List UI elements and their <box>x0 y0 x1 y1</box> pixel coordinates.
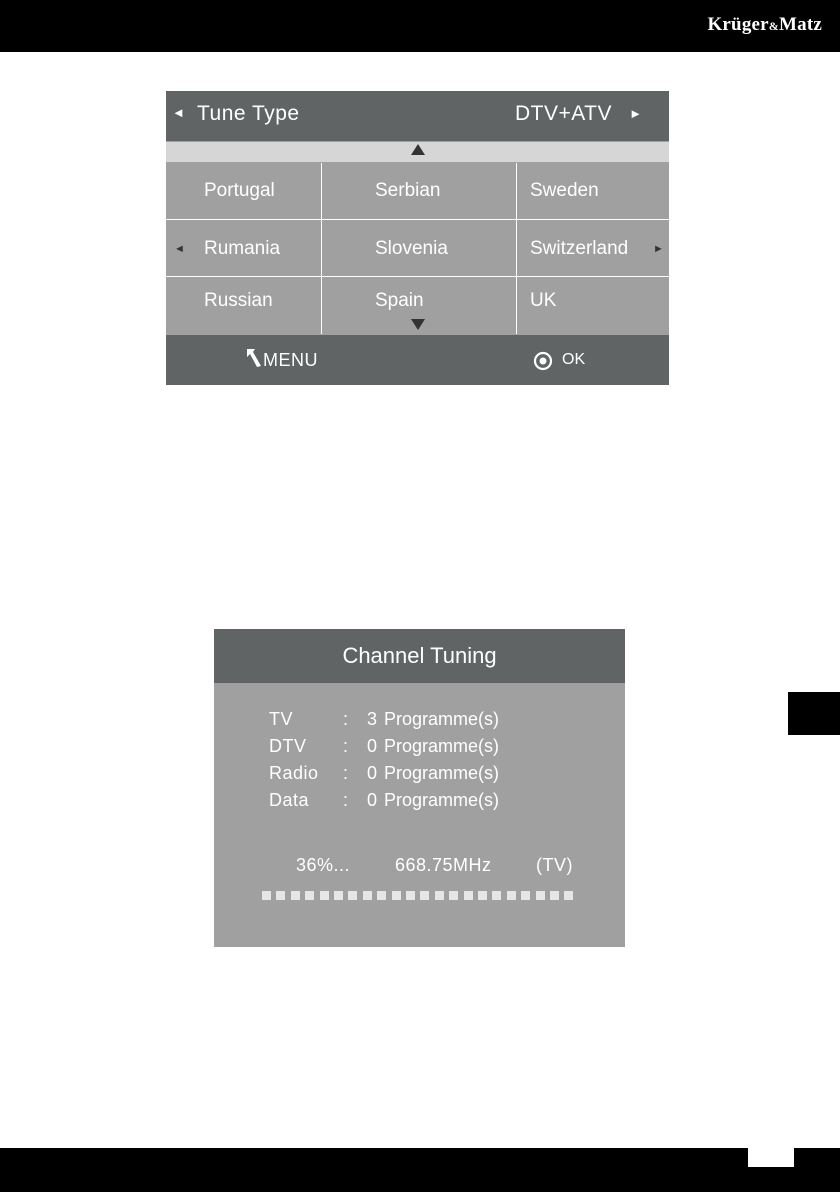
progress-segment <box>262 891 271 900</box>
country-item[interactable]: Spain <box>375 290 424 311</box>
country-item[interactable]: Serbian <box>375 180 441 201</box>
progress-segment <box>536 891 545 900</box>
row-separator: : <box>343 736 349 756</box>
progress-segment <box>449 891 458 900</box>
progress-segment <box>291 891 300 900</box>
scroll-up-strip[interactable] <box>166 142 669 162</box>
channel-tuning-title: Channel Tuning <box>214 629 625 683</box>
progress-segment <box>377 891 386 900</box>
tuning-row-dtv <box>214 736 625 762</box>
row-left-arrow-icon[interactable]: ◄ <box>174 243 185 255</box>
tune-type-panel <box>166 91 669 385</box>
row-separator: : <box>343 763 349 783</box>
scroll-up-icon[interactable] <box>411 144 425 155</box>
footer-bar <box>0 1148 840 1192</box>
progress-segment <box>420 891 429 900</box>
row-count: 3 <box>367 709 378 729</box>
country-grid <box>166 163 669 334</box>
row-count: 0 <box>367 736 378 756</box>
header-bar <box>0 0 840 52</box>
progress-segment <box>550 891 559 900</box>
country-item[interactable]: Russian <box>204 290 273 311</box>
brand-logo: Krüger&Matz <box>707 14 822 35</box>
tuning-row-tv <box>214 709 625 735</box>
row-right-arrow-icon[interactable]: ► <box>653 243 664 255</box>
country-item[interactable]: Sweden <box>530 180 599 201</box>
grid-divider <box>166 276 669 277</box>
ok-button[interactable]: OK <box>562 351 586 368</box>
grid-divider <box>516 163 517 334</box>
row-unit: Programme(s) <box>384 736 500 756</box>
row-unit: Programme(s) <box>384 709 500 729</box>
progress-segment <box>392 891 401 900</box>
progress-segment <box>406 891 415 900</box>
progress-segment <box>521 891 530 900</box>
progress-segment <box>363 891 372 900</box>
progress-segment <box>464 891 473 900</box>
grid-divider <box>321 163 322 334</box>
progress-segment <box>564 891 573 900</box>
ok-circle-icon <box>533 351 553 371</box>
channel-tuning-panel <box>214 629 625 947</box>
progress-segment <box>305 891 314 900</box>
tuning-frequency: 668.75MHz <box>395 855 492 875</box>
row-separator: : <box>343 790 349 810</box>
progress-segment <box>507 891 516 900</box>
tuning-row-radio <box>214 763 625 789</box>
menu-return-icon <box>246 348 262 368</box>
tune-footer <box>166 335 669 385</box>
tuning-progress-bar <box>262 891 578 901</box>
progress-segment <box>276 891 285 900</box>
country-item[interactable]: Portugal <box>204 180 275 201</box>
row-label: DTV <box>269 736 307 756</box>
tune-type-header[interactable] <box>166 91 669 141</box>
side-tab-marker <box>788 692 840 735</box>
progress-segment <box>435 891 444 900</box>
country-item[interactable]: Rumania <box>204 238 281 259</box>
row-label: TV <box>269 709 294 729</box>
row-separator: : <box>343 709 349 729</box>
tune-type-label: Tune Type <box>197 102 300 125</box>
page-number-box <box>748 1148 794 1167</box>
row-label: Data <box>269 790 310 810</box>
progress-segment <box>320 891 329 900</box>
progress-segment <box>478 891 487 900</box>
country-item[interactable]: UK <box>530 290 557 311</box>
right-arrow-icon[interactable]: ► <box>629 106 642 121</box>
row-label: Radio <box>269 763 319 783</box>
row-count: 0 <box>367 763 378 783</box>
menu-button[interactable]: MENU <box>263 350 318 370</box>
tuning-mode: (TV) <box>536 855 573 875</box>
tuning-row-data <box>214 790 625 816</box>
country-item[interactable]: Switzerland <box>530 238 629 259</box>
row-unit: Programme(s) <box>384 790 500 810</box>
country-item[interactable]: Slovenia <box>375 238 448 259</box>
tune-type-value: DTV+ATV <box>514 102 612 125</box>
row-unit: Programme(s) <box>384 763 500 783</box>
tuning-percent: 36%... <box>296 855 351 875</box>
progress-segment <box>348 891 357 900</box>
scroll-down-icon[interactable] <box>411 319 425 330</box>
row-count: 0 <box>367 790 378 810</box>
grid-divider <box>166 219 669 220</box>
progress-segment <box>334 891 343 900</box>
left-arrow-icon[interactable]: ◄ <box>172 105 185 120</box>
progress-segment <box>492 891 501 900</box>
